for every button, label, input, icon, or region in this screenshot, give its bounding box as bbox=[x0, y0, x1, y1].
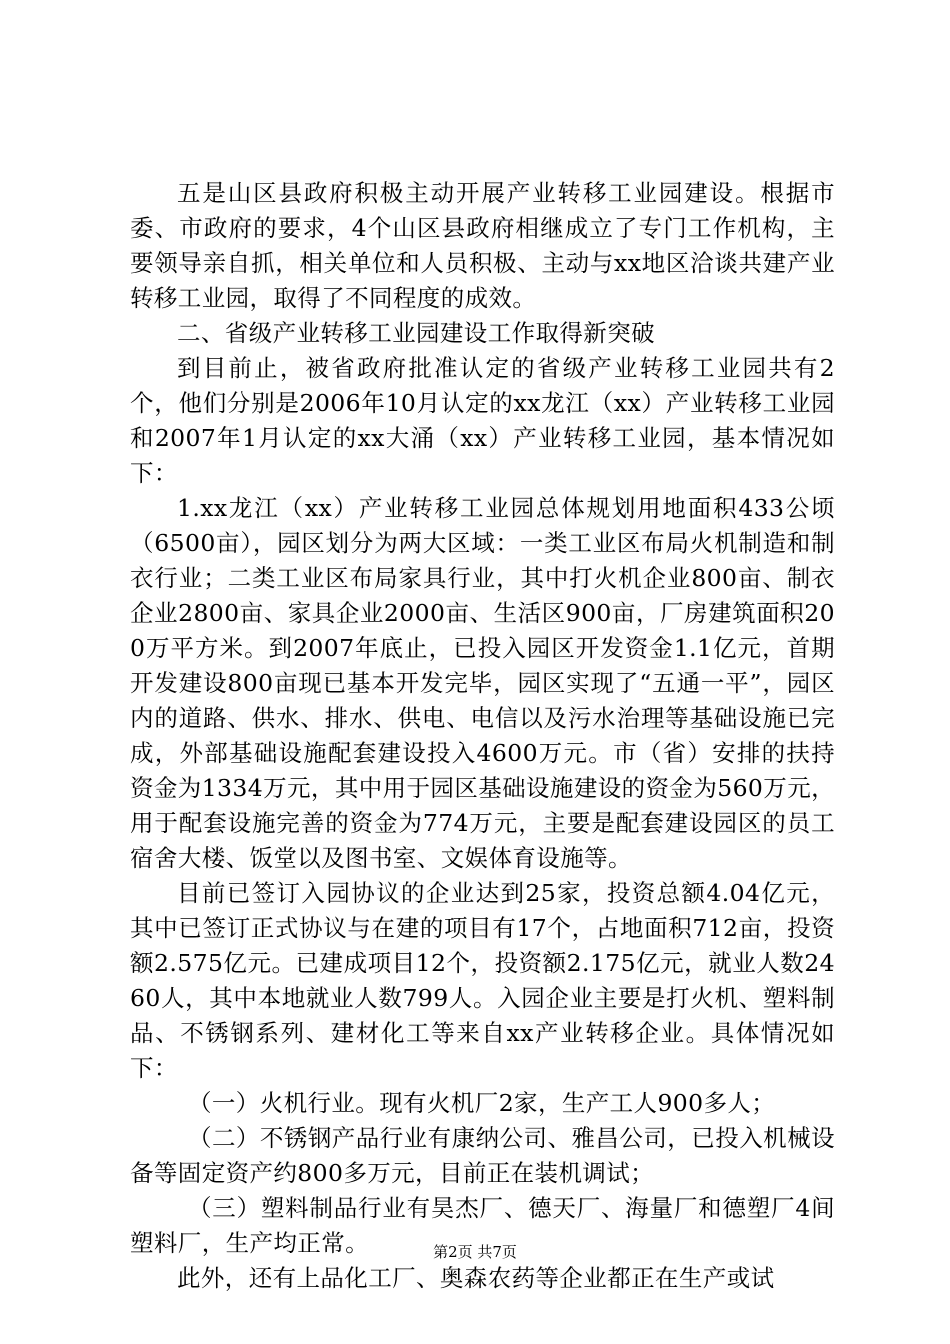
list-item-lighter-industry: （一）火机行业。现有火机厂2家，生产工人900多人； bbox=[188, 1089, 776, 1117]
section-heading-provincial-parks: 二、省级产业转移工业园建设工作取得新突破 bbox=[177, 319, 655, 347]
document-body bbox=[130, 176, 835, 1296]
paragraph-other-enterprises: 此外，还有上品化工厂、奥森农药等企业都正在生产或试 bbox=[177, 1264, 775, 1292]
paragraph-mountain-county-work: 五是山区县政府积极主动开展产业转移工业园建设。根据市委、市政府的要求，4个山区县政府相继成立了专门工作机构，主要领导亲自抓，相关单位和人员积极、主动与xx地区洽谈共建产业转移工业园，取得了不同程度的成效。 bbox=[130, 179, 835, 312]
paragraph-approved-parks: 到目前止，被省政府批准认定的省级产业转移工业园共有2个，他们分别是2006年10月认定的xx龙江（xx）产业转移工业园和2007年1月认定的xx大涌（xx）产业转移工业园，基本情况如下： bbox=[130, 354, 835, 487]
list-item-plastics: （三）塑料制品行业有昊杰厂、德天厂、海量厂和德塑厂4间塑料厂，生产均正常。 bbox=[130, 1194, 835, 1257]
page-number-footer: 第2页 共7页 bbox=[433, 1243, 517, 1261]
paragraph-signed-enterprises: 目前已签订入园协议的企业达到25家，投资总额4.04亿元，其中已签订正式协议与在建的项目有17个，占地面积712亩，投资额2.575亿元。已建成项目12个，投资额2.175亿元，就业人数2460人，其中本地就业人数799人。入园企业主要是打火机、塑料制品、不锈钢系列、建材化工等来自xx产业转移企业。具体情况如下： bbox=[130, 879, 835, 1082]
paragraph-longjiang-park: 1.xx龙江（xx）产业转移工业园总体规划用地面积433公顷（6500亩），园区划分为两大区域：一类工业区布局火机制造和制衣行业；二类工业区布局家具行业，其中打火机企业800亩、制衣企业2800亩、家具企业2000亩、生活区900亩，厂房建筑面积200万平方米。到2007年底止，已投入园区开发资金1.1亿元，首期开发建设800亩现已基本开发完毕，园区实现了“五通一平”，园区内的道路、供水、排水、供电、电信以及污水治理等基础设施已完成，外部基础设施配套建设投入4600万元。市（省）安排的扶持资金为1334万元，其中用于园区基础设施建设的资金为560万元，用于配套设施完善的资金为774万元，主要是配套建设园区的员工宿舍大楼、饭堂以及图书室、文娱体育设施等。 bbox=[130, 494, 835, 872]
list-item-stainless-steel: （二）不锈钢产品行业有康纳公司、雅昌公司，已投入机械设备等固定资产约800多万元，目前正在装机调试； bbox=[130, 1124, 835, 1187]
